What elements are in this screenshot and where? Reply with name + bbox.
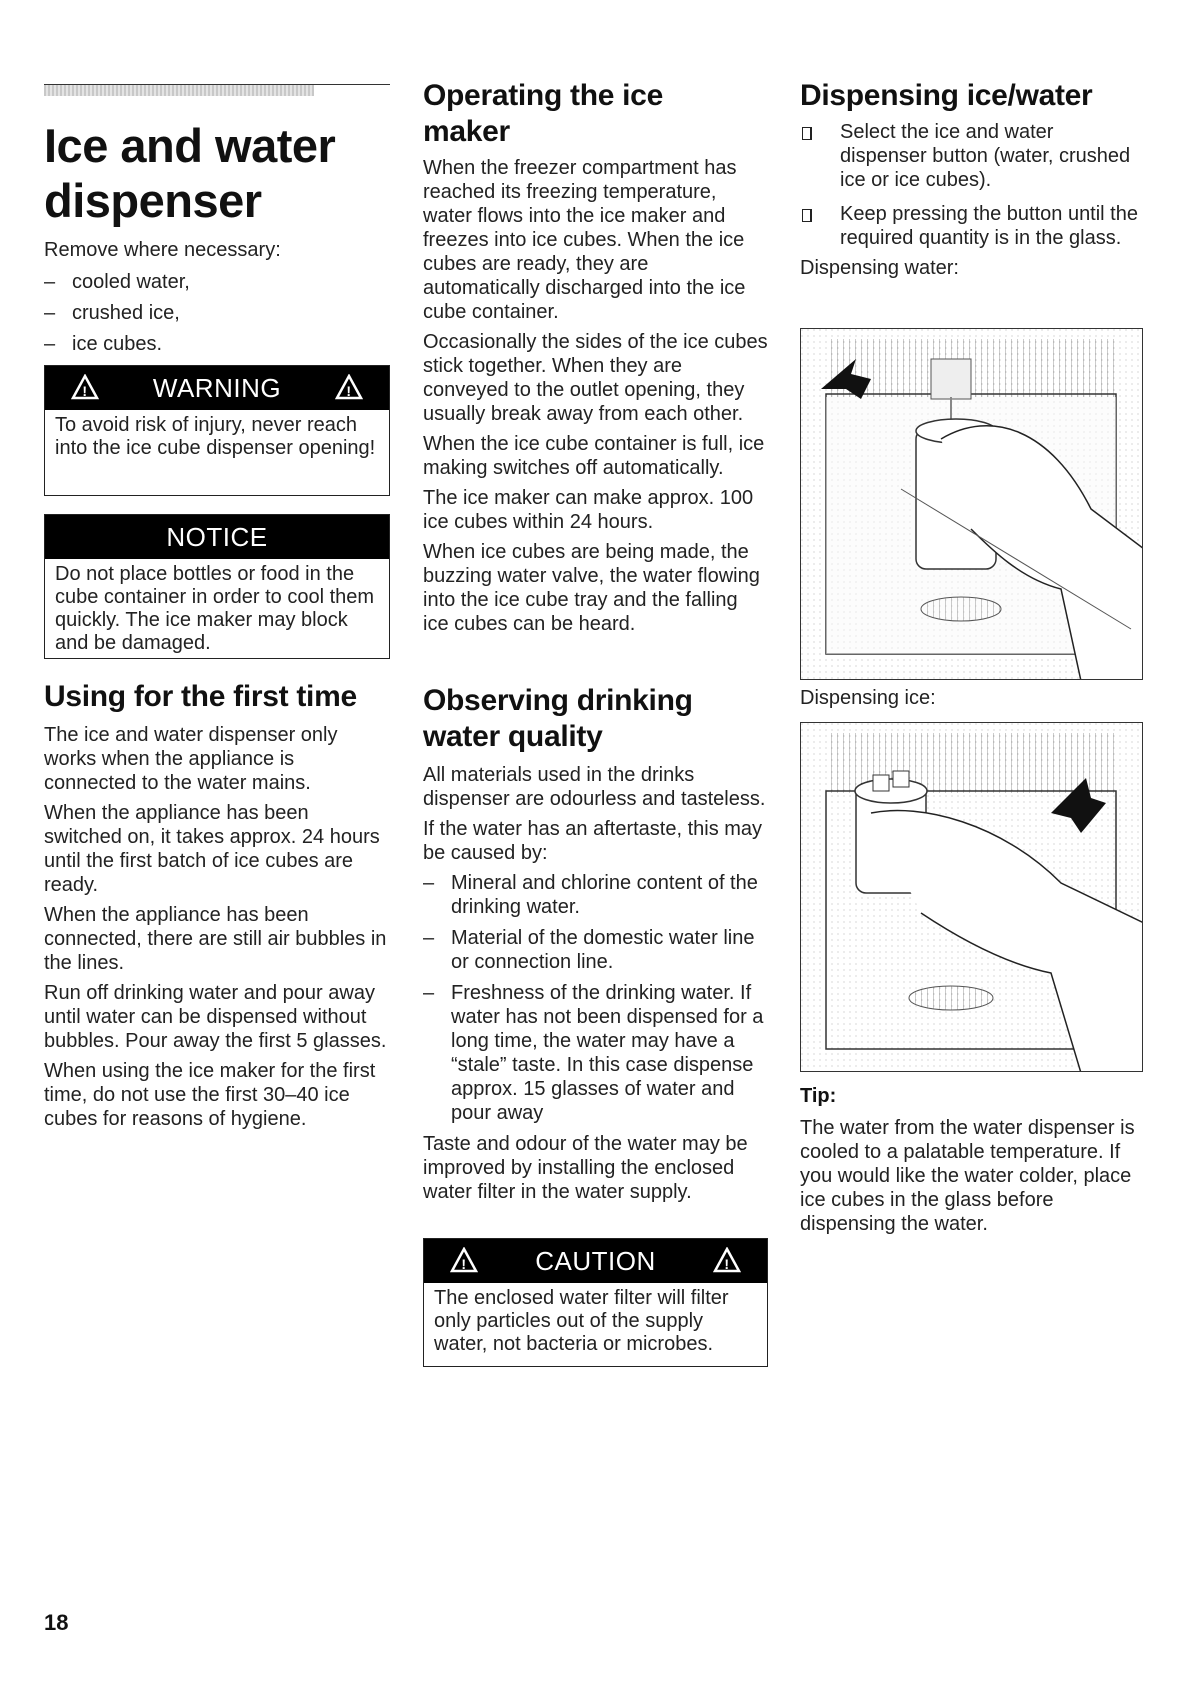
- dispensing-ice-figure: [800, 722, 1143, 1072]
- dispensing-ice-illustration: [801, 723, 1143, 1072]
- svg-text:!: !: [82, 383, 88, 399]
- paragraph: If the water has an aftertaste, this may be caused by:: [423, 818, 763, 864]
- notice-header: [45, 515, 389, 559]
- first-time-heading: Using for the first time: [44, 680, 357, 713]
- list-item: – Material of the domestic water line or connection line.: [423, 926, 768, 974]
- intro-list: [44, 270, 390, 356]
- list-item: – crushed ice,: [44, 301, 390, 325]
- operating-section: [423, 78, 768, 636]
- paragraph: All materials used in the drinks dispenser are odourless and tasteless.: [423, 764, 766, 810]
- page-number: 18: [44, 1610, 69, 1635]
- paragraph: Run off drinking water and pour away until water can be dispensed without bubbles. Pour away the first 5 glasses.: [44, 982, 387, 1052]
- paragraph: The ice and water dispenser only works when the appliance is connected to the water mains.: [44, 724, 338, 794]
- header-rule: [44, 84, 390, 96]
- observing-heading: Observing drinking water quality: [423, 684, 693, 753]
- warning-triangle-icon: [335, 374, 363, 400]
- operating-heading: Operating the ice maker: [423, 79, 663, 148]
- caution-box: [423, 1238, 768, 1367]
- paragraph: When ice cubes are being made, the buzzing water valve, the water flowing into the ice cube tray and the falling ice cubes can be heard.: [423, 541, 760, 635]
- paragraph: Occasionally the sides of the ice cubes stick together. When they are conveyed to the outlet opening, they usually break away from each other.: [423, 331, 768, 425]
- notice-label: NOTICE: [166, 521, 268, 552]
- paragraph: When the appliance has been switched on, it takes approx. 24 hours until the first batch of ice cubes are ready.: [44, 802, 380, 896]
- paragraph: The ice maker can make approx. 100 ice cubes within 24 hours.: [423, 487, 754, 533]
- warning-text: To avoid risk of injury, never reach into the ice cube dispenser opening!: [55, 414, 376, 459]
- svg-text:!: !: [724, 1256, 730, 1272]
- checkbox-bullet-icon: [802, 209, 812, 222]
- list-item: – Freshness of the drinking water. If water has not been dispensed for a long time, the water may have a “stale” taste. In this case dispense approx. 15 glasses of water and pour away: [423, 981, 768, 1125]
- dispensing-water-illustration: [801, 329, 1143, 680]
- list-item: Select the ice and water dispenser button (water, crushed ice or ice cubes).: [800, 120, 1145, 192]
- list-item: Keep pressing the button until the required quantity is in the glass.: [800, 202, 1145, 250]
- warning-triangle-icon: [713, 1247, 741, 1273]
- warning-label: WARNING: [152, 372, 282, 403]
- tip-section: [800, 1085, 1145, 1236]
- notice-text: Do not place bottles or food in the cube container in order to cool them quickly. The ice maker may block and be damaged.: [55, 563, 375, 654]
- observing-section: [423, 683, 768, 1204]
- warning-header: [45, 366, 389, 410]
- dispensing-steps: [800, 120, 1145, 250]
- intro-section: [44, 238, 390, 363]
- paragraph: When the appliance has been connected, there are still air bubbles in the lines.: [44, 904, 387, 974]
- dispensing-heading: Dispensing ice/water: [800, 79, 1093, 112]
- caution-label: CAUTION: [535, 1245, 656, 1276]
- paragraph: When the freezer compartment has reached its freezing temperature, water flows into the ice maker and freezes into ice cubes. When the ice cubes are ready, they are automatically discharged into the ice cube container.: [423, 157, 746, 323]
- svg-text:!: !: [346, 383, 352, 399]
- page-title: Ice and water dispenser: [44, 119, 336, 227]
- svg-text:!: !: [461, 1256, 467, 1272]
- list-item: – cooled water,: [44, 270, 390, 294]
- warning-box: [44, 365, 390, 496]
- warning-triangle-icon: [71, 374, 99, 400]
- notice-box: [44, 514, 390, 659]
- caution-header: [424, 1239, 767, 1283]
- dispensing-water-figure: [800, 328, 1143, 680]
- water-figure-label: Dispensing water:: [800, 257, 959, 279]
- warning-triangle-icon: [450, 1247, 478, 1273]
- tip-text: The water from the water dispenser is cooled to a palatable temperature. If you would like the water colder, place ice cubes in the glass before dispensing the water.: [800, 1117, 1135, 1235]
- paragraph: When using the ice maker for the first time, do not use the first 30–40 ice cubes for reasons of hygiene.: [44, 1060, 376, 1130]
- tip-label: Tip:: [800, 1085, 837, 1107]
- paragraph: Taste and odour of the water may be improved by installing the enclosed water filter in the water supply.: [423, 1133, 748, 1203]
- dispensing-section: [800, 78, 1145, 280]
- first-time-section: [44, 679, 390, 1131]
- caution-text: The enclosed water filter will filter only particles out of the supply water, not bacteria or microbes.: [434, 1287, 729, 1355]
- list-item: – Mineral and chlorine content of the drinking water.: [423, 871, 768, 919]
- intro-lead: Remove where necessary:: [44, 239, 281, 261]
- paragraph: When the ice cube container is full, ice making switches off automatically.: [423, 433, 765, 479]
- checkbox-bullet-icon: [802, 127, 812, 140]
- list-item: – ice cubes.: [44, 332, 390, 356]
- causes-list: [423, 871, 768, 1125]
- ice-figure-label: Dispensing ice:: [800, 687, 936, 709]
